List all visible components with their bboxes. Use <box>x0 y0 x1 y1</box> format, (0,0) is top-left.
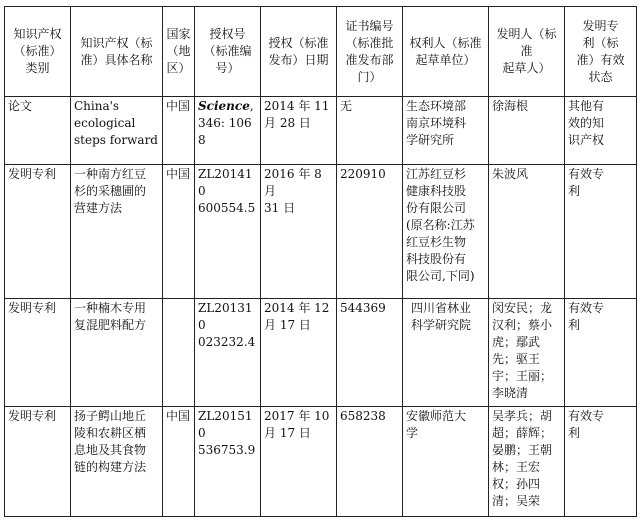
cell-inventors: 吴孝兵；胡 超；薛辉； 晏鹏；王朝 林；王宏 权；孙四 清；吴荣 <box>489 407 565 517</box>
cell-number: ZL201510 536753.9 <box>195 407 261 517</box>
cell-name: 一种南方红豆 杉的采穗圃的 营建方法 <box>71 165 163 299</box>
cell-certificate: 无 <box>337 97 403 165</box>
header-category: 知识产权 （标准） 类别 <box>5 7 71 97</box>
cell-date: 2017 年 10 月 17 日 <box>261 407 337 517</box>
cell-inventors: 徐海根 <box>489 97 565 165</box>
cell-category: 发明专利 <box>5 407 71 517</box>
table-row <box>5 407 637 517</box>
cell-number: ZL201310 023232.4 <box>195 299 261 407</box>
cell-date: 2016 年 8 月 31 日 <box>261 165 337 299</box>
header-row <box>5 7 637 97</box>
header-inventors: 发明人（标准 起草人） <box>489 7 565 97</box>
journal-name: Science <box>198 99 250 113</box>
cell-name: China's ecological steps forward <box>71 97 163 165</box>
cell-owner: 江苏红豆杉 健康科技股 份有限公司 (原名称:江苏 红豆杉生物 科技股份有 限公司,下同) <box>403 165 489 299</box>
table-row <box>5 299 637 407</box>
cell-country: 中国 <box>163 165 195 299</box>
header-owner: 权利人（标准 起草单位） <box>403 7 489 97</box>
cell-country <box>163 299 195 407</box>
cell-owner: 四川省林业 科学研究院 <box>403 299 489 407</box>
cell-country: 中国 <box>163 407 195 517</box>
cell-category: 发明专利 <box>5 299 71 407</box>
cell-category: 论文 <box>5 97 71 165</box>
cell-certificate: 220910 <box>337 165 403 299</box>
header-date: 授权（标准 发布）日期 <box>261 7 337 97</box>
header-certificate: 证书编号 （标准批 准发布部 门） <box>337 7 403 97</box>
table-row <box>5 165 637 299</box>
cell-status: 其他有 效的知 识产权 <box>565 97 637 165</box>
cell-owner: 生态环境部 南京环境科 学研究所 <box>403 97 489 165</box>
cell-number <box>195 97 261 165</box>
header-country: 国家 （地 区） <box>163 7 195 97</box>
cell-inventors: 闵安民；龙 汉利；蔡小 虎；鄢武 先；驱王 宇；王丽； 李晓清 <box>489 299 565 407</box>
header-name: 知识产权（标 准）具体名称 <box>71 7 163 97</box>
cell-country: 中国 <box>163 97 195 165</box>
ip-table <box>4 6 637 517</box>
cell-status: 有效专 利 <box>565 407 637 517</box>
cell-number: ZL201410 600554.5 <box>195 165 261 299</box>
header-number: 授权号 （标准编 号） <box>195 7 261 97</box>
cell-certificate: 658238 <box>337 407 403 517</box>
journal-citation: , 346: 1068 <box>198 99 254 147</box>
cell-date: 2014 年 11 月 28 日 <box>261 97 337 165</box>
cell-category: 发明专利 <box>5 165 71 299</box>
cell-inventors: 朱波风 <box>489 165 565 299</box>
cell-status: 有效专 利 <box>565 299 637 407</box>
header-status: 发明专 利（标 准）有效 状态 <box>565 7 637 97</box>
cell-date: 2014 年 12 月 17 日 <box>261 299 337 407</box>
cell-name: 一种楠木专用 复混肥料配方 <box>71 299 163 407</box>
cell-name: 扬子鳄山地丘 陵和农耕区栖 息地及其食物 链的构建方法 <box>71 407 163 517</box>
cell-owner: 安徽师范大 学 <box>403 407 489 517</box>
table-row <box>5 97 637 165</box>
cell-status: 有效专 利 <box>565 165 637 299</box>
cell-certificate: 544369 <box>337 299 403 407</box>
